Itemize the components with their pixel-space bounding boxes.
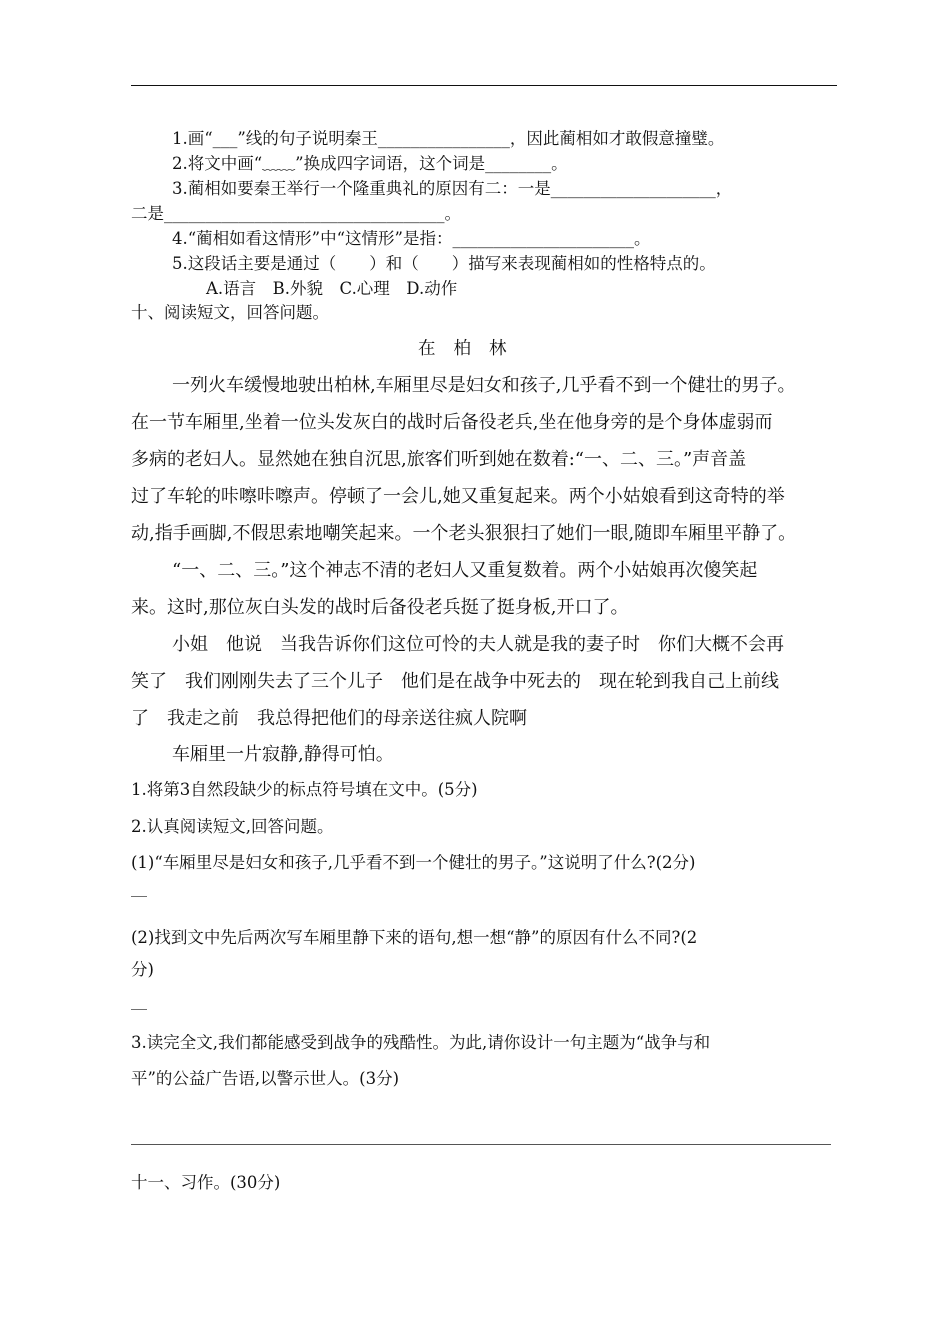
article-paragraph-line: 车厢里一片寂静,静得可怕。	[172, 744, 394, 765]
reading-question-2-2-cont: 分)	[131, 960, 154, 979]
section-x-heading: 十、阅读短文，回答问题。	[131, 303, 329, 322]
article-paragraph-line: “一、二、三。”这个神志不清的老妇人又重复数着。两个小姑娘再次傻笑起	[172, 560, 758, 581]
answer-line: __	[131, 991, 147, 1010]
article-paragraph-line: 笑了 我们刚刚失去了三个儿子 他们是在战争中死去的 现在轮到我自己上前线	[131, 671, 779, 692]
reading-question-3: 3.读完全文,我们都能感受到战争的残酷性。为此,请你设计一句主题为“战争与和	[131, 1033, 711, 1052]
article-paragraph-line: 动,指手画脚,不假思索地嘲笑起来。一个老头狠狠扫了她们一眼,随即车厢里平静了。	[131, 523, 797, 544]
question-ix-5-options: A.语言 B.外貌 C.心理 D.动作	[206, 279, 458, 298]
reading-question-2: 2.认真阅读短文,回答问题。	[131, 817, 334, 836]
question-ix-4: 4.“蔺相如看这情形”中“这情形”是指：______________________。	[172, 229, 651, 248]
reading-question-1: 1.将第3自然段缺少的标点符号填在文中。(5分)	[131, 780, 478, 799]
question-ix-1: 1.画“___”线的句子说明秦王________________，因此蔺相如才敢假意撞璧。	[172, 129, 725, 148]
reading-question-3-cont: 平”的公益广告语,以警示世人。(3分)	[131, 1069, 400, 1088]
article-paragraph-line: 一列火车缓慢地驶出柏林,车厢里尽是妇女和孩子,几乎看不到一个健壮的男子。	[172, 375, 796, 396]
reading-question-2-2: (2)找到文中先后两次写车厢里静下来的语句,想一想“静”的原因有什么不同?(2	[131, 928, 698, 947]
answer-line: __	[131, 878, 147, 897]
article-paragraph-line: 来。这时,那位灰白头发的战时后备役老兵挺了挺身板,开口了。	[131, 597, 629, 618]
question-ix-5: 5.这段话主要是通过（ ）和（ ）描写来表现蔺相如的性格特点的。	[172, 254, 716, 273]
question-ix-2: 2.将文中画“﹏﹏”换成四字词语，这个词是________。	[172, 154, 568, 173]
article-paragraph-line: 小姐 他说 当我告诉你们这位可怜的夫人就是我的妻子时 你们大概不会再	[172, 634, 784, 655]
reading-question-2-1: (1)“车厢里尽是妇女和孩子,几乎看不到一个健壮的男子。”这说明了什么?(2分)	[131, 853, 696, 872]
article-paragraph-line: 过了车轮的咔嚓咔嚓声。停顿了一会儿,她又重复起来。两个小姑娘看到这奇特的举	[131, 486, 785, 507]
article-paragraph-line: 在一节车厢里,坐着一位头发灰白的战时后备役老兵,坐在他身旁的是个身体虚弱而	[131, 412, 773, 433]
question-ix-3-cont: 二是__________________________________。	[131, 204, 461, 223]
top-rule	[131, 85, 837, 86]
article-paragraph-line: 了 我走之前 我总得把他们的母亲送往疯人院啊	[131, 708, 527, 729]
question-ix-3: 3.蔺相如要秦王举行一个隆重典礼的原因有二：一是____________________，	[172, 179, 733, 198]
answer-rule	[131, 1144, 831, 1145]
section-xi-heading: 十一、习作。(30分)	[131, 1173, 281, 1192]
article-paragraph-line: 多病的老妇人。显然她在独自沉思,旅客们听到她在数着:“一、二、三。”声音盖	[131, 449, 747, 470]
article-title: 在柏林	[418, 339, 525, 359]
